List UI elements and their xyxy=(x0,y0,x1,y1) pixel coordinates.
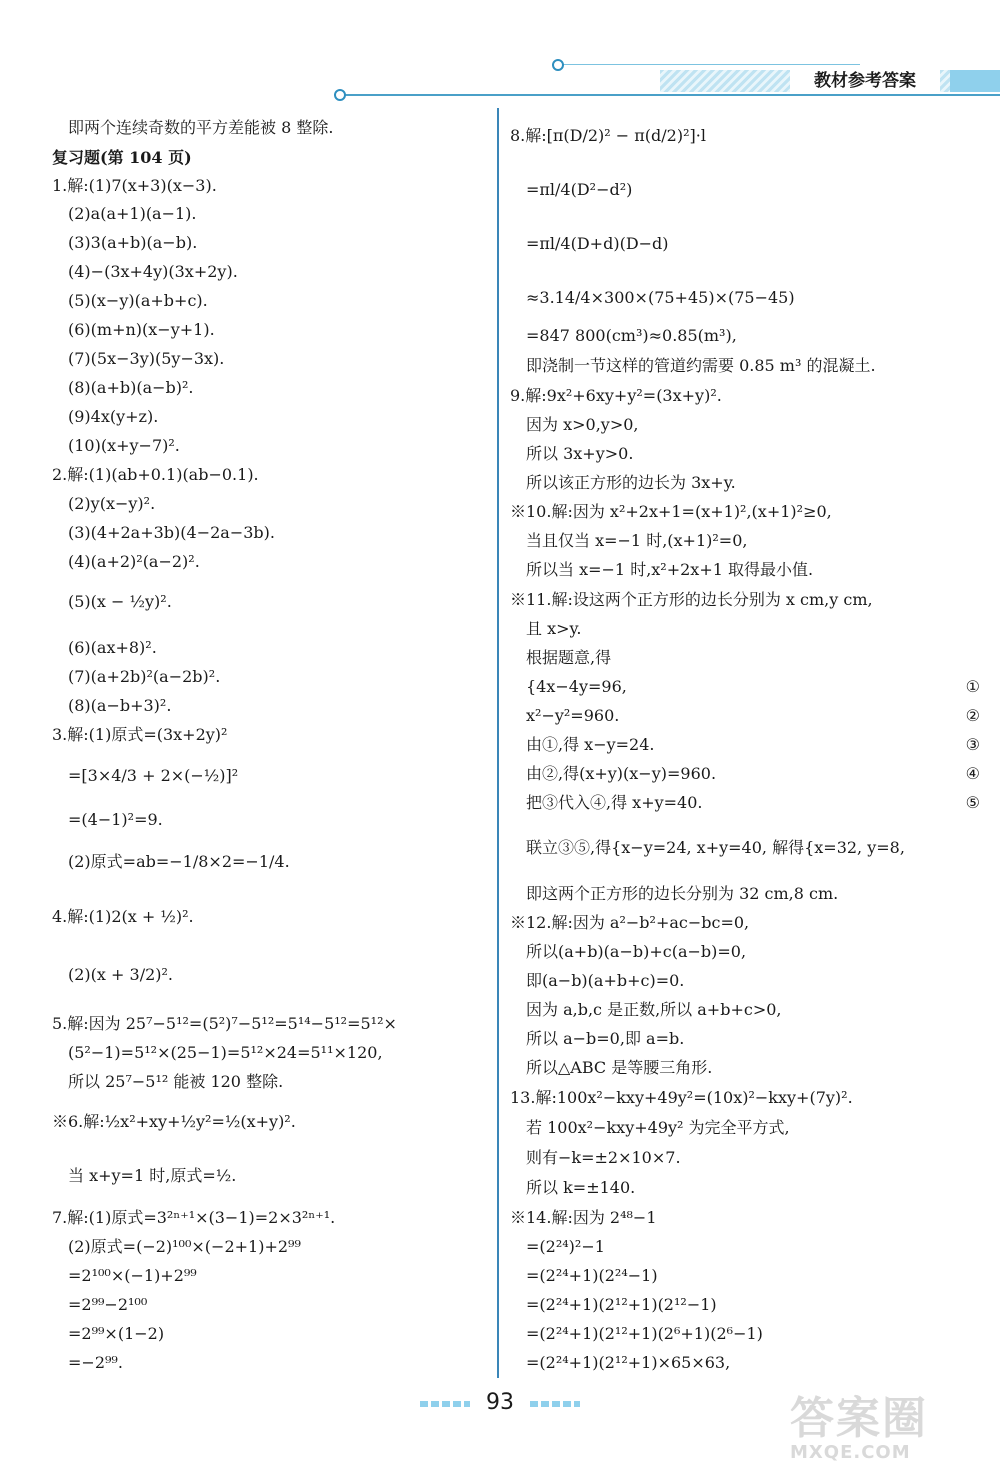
text-line: =[3×4/3 + 2×(−½)]² xyxy=(68,766,239,785)
text-line: ※6.解:½x²+xy+½y²=½(x+y)². xyxy=(52,1112,296,1131)
text-line: (8)(a−b+3)². xyxy=(68,696,172,715)
text-line: 因为 a,b,c 是正数,所以 a+b+c>0, xyxy=(526,1000,782,1019)
header-accent-tab xyxy=(950,70,1000,92)
text-line: (2)y(x−y)². xyxy=(68,494,156,513)
page-number: 93 xyxy=(486,1390,514,1415)
text-line: =2⁹⁹×(1−2) xyxy=(68,1324,165,1343)
text-line: 4.解:(1)2(x + ½)². xyxy=(52,907,194,926)
text-line: 即两个连续奇数的平方差能被 8 整除. xyxy=(68,118,334,137)
watermark-url: MXQE.COM xyxy=(790,1442,911,1463)
equation-number: ④ xyxy=(965,764,980,783)
text-line: (8)(a+b)(a−b)². xyxy=(68,378,194,397)
text-line: =847 800(cm³)≈0.85(m³), xyxy=(526,326,737,345)
text-line: (7)(5x−3y)(5y−3x). xyxy=(68,349,225,368)
text-line: 所以 a−b=0,即 a=b. xyxy=(526,1029,685,1048)
text-line: x²−y²=960. xyxy=(526,706,620,725)
text-line: (9)4x(y+z). xyxy=(68,407,159,426)
text-line: (2)原式=ab=−1/8×2=−1/4. xyxy=(68,852,290,871)
text-line: ※10.解:因为 x²+2x+1=(x+1)²,(x+1)²≥0, xyxy=(510,502,832,521)
text-line: =(4−1)²=9. xyxy=(68,810,163,829)
text-line: ※14.解:因为 2⁴⁸−1 xyxy=(510,1208,657,1227)
text-line: =2¹⁰⁰×(−1)+2⁹⁹ xyxy=(68,1266,197,1285)
header-dot xyxy=(334,89,346,101)
text-line: 8.解:[π(D/2)² − π(d/2)²]·l xyxy=(510,126,706,145)
text-line: 所以 3x+y>0. xyxy=(526,444,634,463)
text-line: (3)(4+2a+3b)(4−2a−3b). xyxy=(68,523,275,542)
text-line: 所以 25⁷−5¹² 能被 120 整除. xyxy=(68,1072,284,1091)
text-line: 2.解:(1)(ab+0.1)(ab−0.1). xyxy=(52,465,259,484)
text-line: (5)(x−y)(a+b+c). xyxy=(68,291,208,310)
text-line: =−2⁹⁹. xyxy=(68,1353,123,1372)
text-line: 因为 x>0,y>0, xyxy=(526,415,639,434)
text-line: =(2²⁴+1)(2¹²+1)×65×63, xyxy=(526,1353,731,1372)
text-line: (2)(x + 3/2)². xyxy=(68,965,173,984)
text-line: 把③代入④,得 x+y=40. xyxy=(526,793,703,812)
text-line: =2⁹⁹−2¹⁰⁰ xyxy=(68,1295,148,1314)
column-divider xyxy=(497,108,499,1378)
text-line: 则有−k=±2×10×7. xyxy=(526,1148,681,1167)
text-line: 复习题(第 104 页) xyxy=(52,148,192,167)
text-line: 由②,得(x+y)(x−y)=960. xyxy=(526,764,717,783)
text-line: 即浇制一节这样的管道约需要 0.85 m³ 的混凝土. xyxy=(526,356,876,375)
header-line-top xyxy=(560,64,860,65)
text-line: 由①,得 x−y=24. xyxy=(526,735,655,754)
text-line: 7.解:(1)原式=3²ⁿ⁺¹×(3−1)=2×3²ⁿ⁺¹. xyxy=(52,1208,336,1227)
text-line: 3.解:(1)原式=(3x+2y)² xyxy=(52,725,228,744)
text-line: 联立③⑤,得{x−y=24, x+y=40, 解得{x=32, y=8, xyxy=(526,838,905,857)
text-line: 且 x>y. xyxy=(526,619,582,638)
equation-number: ① xyxy=(965,677,980,696)
equation-number: ③ xyxy=(965,735,980,754)
text-line: =(2²⁴+1)(2¹²+1)(2⁶+1)(2⁶−1) xyxy=(526,1324,763,1343)
text-line: 9.解:9x²+6xy+y²=(3x+y)². xyxy=(510,386,722,405)
text-line: ※12.解:因为 a²−b²+ac−bc=0, xyxy=(510,913,750,932)
text-line: {4x−4y=96, xyxy=(526,677,627,696)
text-line: 当且仅当 x=−1 时,(x+1)²=0, xyxy=(526,531,748,550)
text-line: 若 100x²−kxy+49y² 为完全平方式, xyxy=(526,1118,790,1137)
text-line: =πl/4(D²−d²) xyxy=(526,180,633,199)
text-line: 所以△ABC 是等腰三角形. xyxy=(526,1058,713,1077)
watermark xyxy=(790,1395,990,1470)
text-line: (7)(a+2b)²(a−2b)². xyxy=(68,667,221,686)
text-line: (2)a(a+1)(a−1). xyxy=(68,204,197,223)
text-line: (5)(x − ½y)². xyxy=(68,592,172,611)
text-line: 5.解:因为 25⁷−5¹²=(5²)⁷−5¹²=5¹⁴−5¹²=5¹²× xyxy=(52,1014,397,1033)
text-line: (10)(x+y−7)². xyxy=(68,436,180,455)
text-line: =(2²⁴)²−1 xyxy=(526,1237,605,1256)
text-line: =(2²⁴+1)(2¹²+1)(2¹²−1) xyxy=(526,1295,717,1314)
text-line: ≈3.14/4×300×(75+45)×(75−45) xyxy=(526,288,795,307)
text-line: 根据题意,得 xyxy=(526,648,612,667)
text-line: 1.解:(1)7(x+3)(x−3). xyxy=(52,176,217,195)
text-line: 即(a−b)(a+b+c)=0. xyxy=(526,971,685,990)
text-line: 当 x+y=1 时,原式=½. xyxy=(68,1166,237,1185)
text-line: 即这两个正方形的边长分别为 32 cm,8 cm. xyxy=(526,884,839,903)
text-line: (4)−(3x+4y)(3x+2y). xyxy=(68,262,238,281)
watermark-logo-text: 答案圈 xyxy=(790,1393,928,1444)
page-dec-right xyxy=(530,1401,580,1407)
header-dot-top xyxy=(552,59,564,71)
text-line: (3)3(a+b)(a−b). xyxy=(68,233,198,252)
header-title: 教材参考答案 xyxy=(790,68,940,94)
text-line: ※11.解:设这两个正方形的边长分别为 x cm,y cm, xyxy=(510,590,873,609)
text-line: =(2²⁴+1)(2²⁴−1) xyxy=(526,1266,658,1285)
text-line: (4)(a+2)²(a−2)². xyxy=(68,552,200,571)
text-line: 所以 k=±140. xyxy=(526,1178,636,1197)
equation-number: ⑤ xyxy=(965,793,980,812)
text-line: 所以(a+b)(a−b)+c(a−b)=0, xyxy=(526,942,747,961)
equation-number: ② xyxy=(965,706,980,725)
text-line: =πl/4(D+d)(D−d) xyxy=(526,234,669,253)
text-line: 13.解:100x²−kxy+49y²=(10x)²−kxy+(7y)². xyxy=(510,1088,853,1107)
text-line: (2)原式=(−2)¹⁰⁰×(−2+1)+2⁹⁹ xyxy=(68,1237,301,1256)
text-line: (6)(ax+8)². xyxy=(68,638,157,657)
text-line: (5²−1)=5¹²×(25−1)=5¹²×24=5¹¹×120, xyxy=(68,1043,383,1062)
header-line xyxy=(340,94,1000,96)
text-line: (6)(m+n)(x−y+1). xyxy=(68,320,215,339)
text-line: 所以该正方形的边长为 3x+y. xyxy=(526,473,736,492)
text-line: 所以当 x=−1 时,x²+2x+1 取得最小值. xyxy=(526,560,814,579)
